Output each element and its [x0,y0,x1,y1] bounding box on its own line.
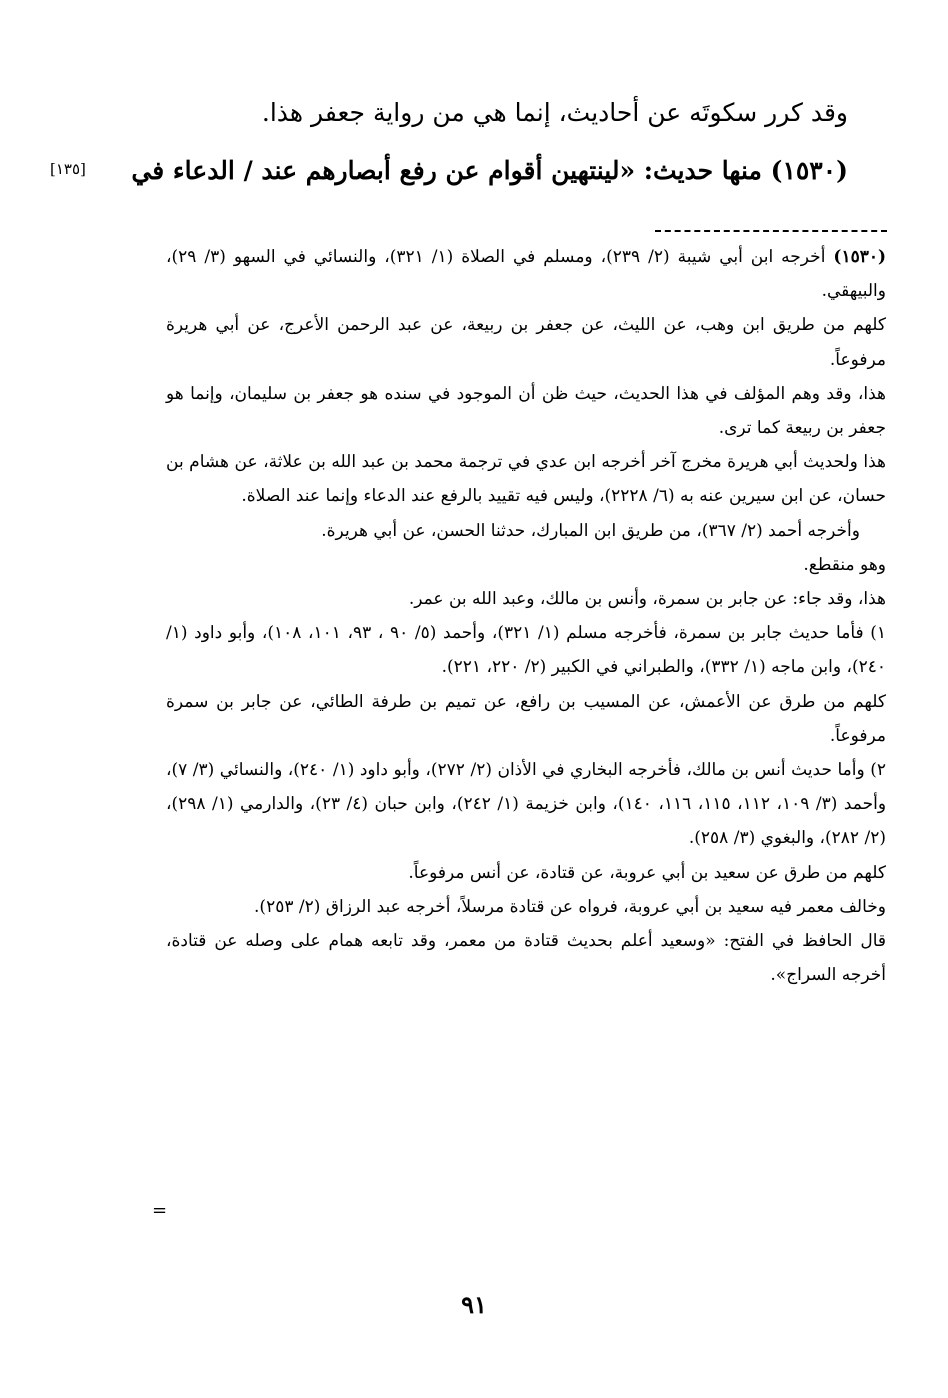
footnote-text: كلهم من طريق ابن وهب، عن الليث، عن جعفر بن ربيعة، عن عبد الرحمن الأعرج، عن أبي هريرة مرفوعاً. [166,315,886,370]
footnote-paragraph [166,856,886,890]
main-text-line-2 [131,154,848,188]
footnote-paragraph [166,308,886,376]
footnote-text: أخرجه ابن أبي شيبة (٢/ ٢٣٩)، ومسلم في الصلاة (١/ ٣٢١)، والنسائي في السهو (٣/ ٢٩)، والبيهقي. [166,247,886,302]
footnote-text: كلهم من طرق عن الأعمش، عن المسيب بن رافع، عن تميم بن طرفة الطائي، عن جابر بن سمرة مرفوعاً. [166,691,886,746]
continuation-mark: = [152,1200,168,1221]
footnote-text: وهو منقطع. [803,554,886,575]
footnote-paragraph [166,753,886,856]
footnote-number: (١٥٣٠) [833,247,887,267]
footnote-paragraph [166,445,886,513]
footnote-paragraph [166,514,886,548]
footnote-text: كلهم من طرق عن سعيد بن أبي عروبة، عن قتادة، عن أنس مرفوعاً. [408,862,886,883]
footnote-paragraph [166,377,886,445]
hadith-text: منها حديث: «لينتهين أقوام عن رفع أبصارهم عند / الدعاء في [131,156,771,185]
footnote-paragraph [166,685,886,753]
footnote-text: وأخرجه أحمد (٢/ ٣٦٧)، من طريق ابن المبارك، حدثنا الحسن، عن أبي هريرة. [321,520,860,541]
hadith-number: (١٥٣٠) [770,156,848,185]
footnotes-block [166,240,886,992]
footnote-text: هذا، وقد جاء: عن جابر بن سمرة، وأنس بن مالك، وعبد الله بن عمر. [408,589,886,610]
footnote-text: ٢) وأما حديث أنس بن مالك، فأخرجه البخاري في الأذان (٢/ ٢٧٢)، وأبو داود (١/ ٢٤٠)، والنسائي (٣/ ٧)، وأحمد (٣/ ١٠٩، ١١٢، ١١٥، ١١٦، ١٤٠)، وابن خزيمة (١/ ٢٤٢)، وابن حبان (٤/ ٢٣)، والدارمي (١/ ٢٩٨)، (٢/ ٢٨٢)، والبغوي (٣/ ٢٥٨). [166,760,887,849]
footnote-text: وخالف معمر فيه سعيد بن أبي عروبة، فرواه عن قتادة مرسلاً، أخرجه عبد الرزاق (٢/ ٢٥٣). [254,896,886,917]
footnote-paragraph [166,548,886,582]
main-text-line-1: وقد كرر سكوتَه عن أحاديث، إنما هي من رواية جعفر هذا. [261,98,848,127]
page-number: ٩١ [461,1290,487,1319]
margin-page-reference: [١٣٥] [50,160,86,178]
footnote-separator [655,230,887,232]
footnote-paragraph [166,924,886,992]
footnote-text: قال الحافظ في الفتح: «وسعيد أعلم بحديث قتادة من معمر، وقد تابعه همام على وصله عن قتادة، أخرجه السراج». [166,931,886,986]
footnote-text: هذا، وقد وهم المؤلف في هذا الحديث، حيث ظن أن الموجود في سنده هو جعفر بن سليمان، وإنما هو جعفر بن ربيعة كما ترى. [166,383,886,439]
footnote-text: ١) فأما حديث جابر بن سمرة، فأخرجه مسلم (١/ ٣٢١)، وأحمد (٥/ ٩٠ ، ٩٣، ١٠١، ١٠٨)، وأبو داود (١/ ٢٤٠)، وابن ماجه (١/ ٣٣٢)، والطبراني في الكبير (٢/ ٢٢٠، ٢٢١). [166,623,887,678]
footnote-text: هذا ولحديث أبي هريرة مخرج آخر أخرجه ابن عدي في ترجمة محمد بن عبد الله بن علاثة، عن هشام بن حسان، عن ابن سيرين عنه به (٦/ ٢٢٢٨)، وليس فيه تقييد بالرفع عند الدعاء وإنما عند الصلاة. [166,452,886,507]
footnote-paragraph [166,890,886,924]
footnote-paragraph [166,582,886,616]
footnote-paragraph [166,616,886,684]
footnote-paragraph [166,240,886,308]
